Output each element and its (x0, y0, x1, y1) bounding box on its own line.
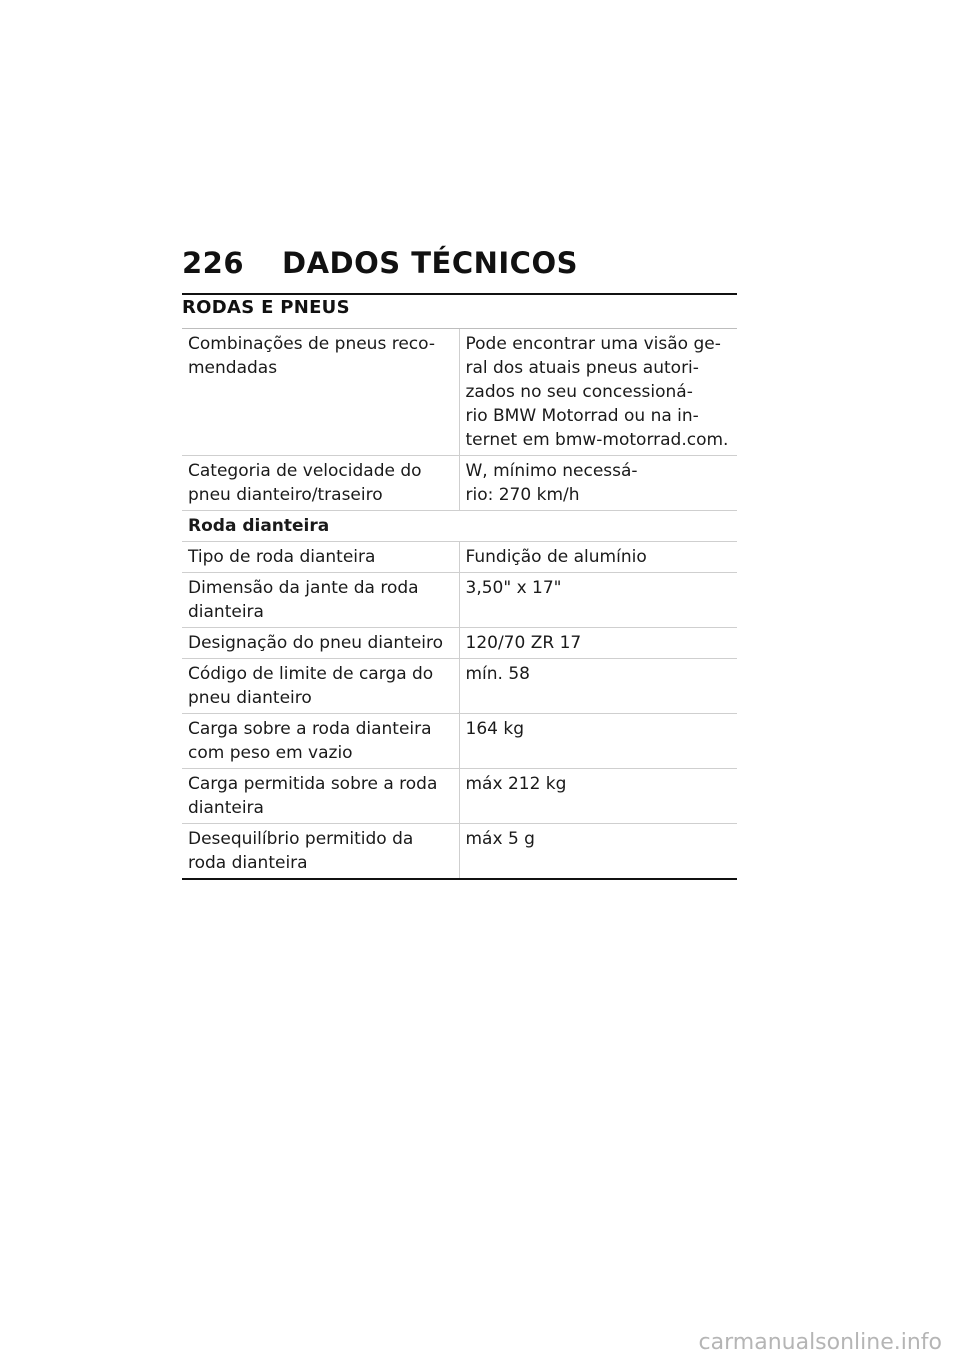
value-cell: W, mínimo necessá- rio: 270 km/h (459, 456, 737, 511)
table-row (182, 824, 737, 880)
label-cell: Designação do pneu dianteiro (182, 628, 459, 659)
label-cell: Desequilíbrio permitido da roda dianteira (182, 824, 459, 880)
value-cell: 164 kg (459, 714, 737, 769)
label-cell: Código de limite de carga do pneu dianteiro (182, 659, 459, 714)
section-title: RODAS E PNEUS (182, 297, 350, 318)
table-row (182, 456, 737, 511)
page-number: 226 (182, 246, 245, 280)
chapter-title: DADOS TÉCNICOS (282, 246, 578, 280)
label-cell: Categoria de velocidade do pneu dianteiro/traseiro (182, 456, 459, 511)
table-subheading-row (182, 511, 737, 542)
table-row (182, 714, 737, 769)
value-cell: Fundição de alumínio (459, 542, 737, 573)
table-row (182, 542, 737, 573)
value-cell: 3,50" x 17" (459, 573, 737, 628)
table-row (182, 628, 737, 659)
table-row (182, 573, 737, 628)
label-cell: Carga sobre a roda dianteira com peso em vazio (182, 714, 459, 769)
value-cell: 120/70 ZR 17 (459, 628, 737, 659)
value-cell: mín. 58 (459, 659, 737, 714)
label-cell: Carga permitida sobre a roda dianteira (182, 769, 459, 824)
table-row (182, 659, 737, 714)
table-row (182, 329, 737, 456)
label-cell: Combinações de pneus reco- mendadas (182, 329, 459, 456)
label-cell: Tipo de roda dianteira (182, 542, 459, 573)
watermark: carmanualsonline.info (698, 1330, 942, 1355)
table-row (182, 769, 737, 824)
value-cell: máx 5 g (459, 824, 737, 880)
value-cell: Pode encontrar uma visão ge- ral dos atuais pneus autori- zados no seu concessioná- rio BMW Motorrad ou na in- ternet em bmw-motorrad.com. (459, 329, 737, 456)
page-header (182, 246, 742, 280)
spec-table (182, 328, 737, 880)
subheading-cell: Roda dianteira (182, 511, 737, 542)
label-cell: Dimensão da jante da roda dianteira (182, 573, 459, 628)
value-cell: máx 212 kg (459, 769, 737, 824)
section-rule (182, 293, 737, 295)
